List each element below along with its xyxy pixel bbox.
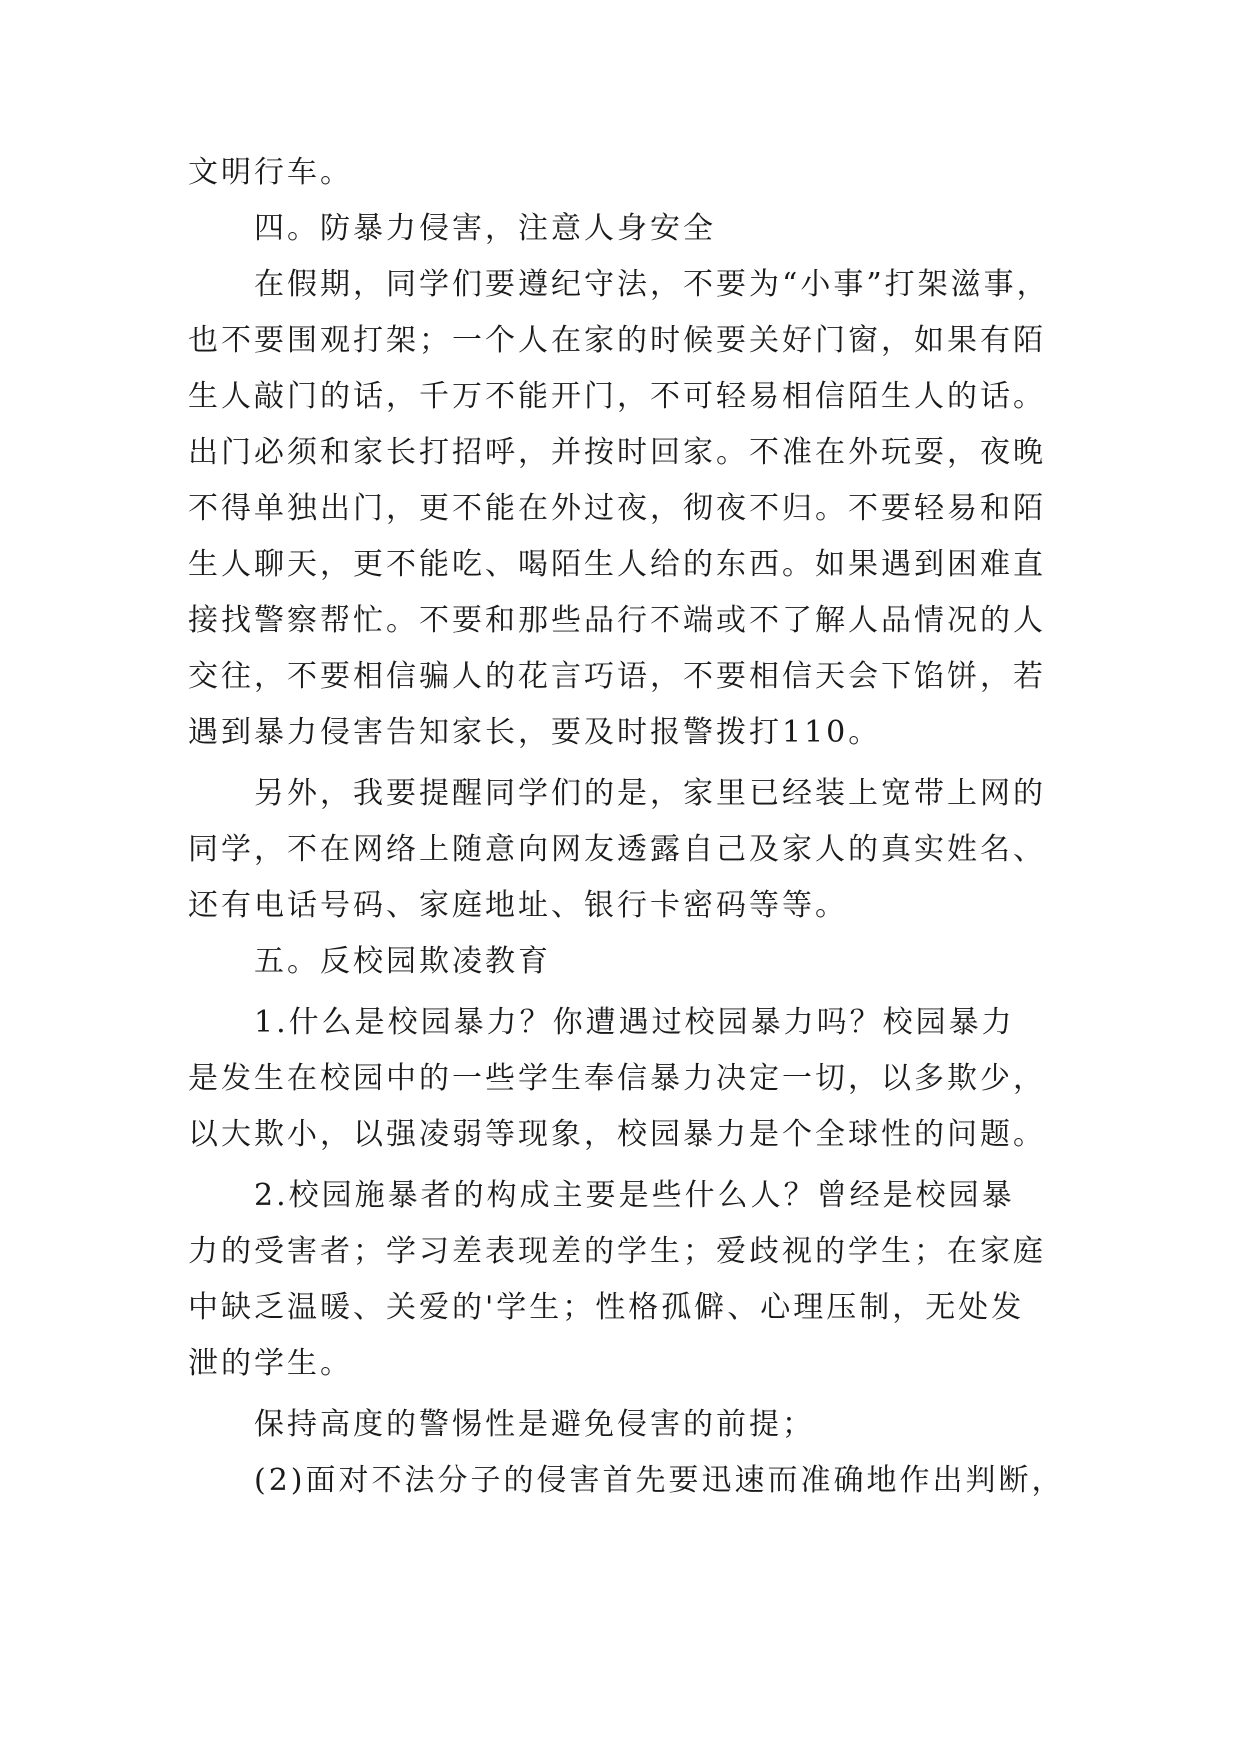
paragraph-line: 同学，不在网络上随意向网友透露自己及家人的真实姓名、 (188, 832, 1046, 867)
paragraph-line: 在假期，同学们要遵纪守法，不要为“小事”打架滋事， (254, 267, 1050, 302)
paragraph-line: 力的受害者；学习差表现差的学生；爱歧视的学生；在家庭 (188, 1234, 1046, 1269)
paragraph-line: 中缺乏温暖、关爱的'学生；性格孤僻、心理压制，无处发 (188, 1290, 1025, 1325)
paragraph-line: 出门必须和家长打招呼，并按时回家。不准在外玩耍，夜晚 (188, 435, 1046, 470)
paragraph-line: 以大欺小，以强凌弱等现象，校园暴力是个全球性的问题。 (188, 1117, 1046, 1152)
paragraph-line: 2.校园施暴者的构成主要是些什么人？曾经是校园暴 (254, 1178, 1015, 1213)
section-heading-5: 五。反校园欺凌教育 (254, 944, 551, 979)
paragraph-line: 1.什么是校园暴力？你遭遇过校园暴力吗？校园暴力 (254, 1005, 1015, 1040)
paragraph-line: 保持高度的警惕性是避免侵害的前提； (254, 1407, 815, 1442)
paragraph-line: 生人聊天，更不能吃、喝陌生人给的东西。如果遇到困难直 (188, 547, 1046, 582)
section-heading-4: 四。防暴力侵害，注意人身安全 (254, 211, 716, 246)
paragraph-line: 是发生在校园中的一些学生奉信暴力决定一切，以多欺少， (188, 1061, 1046, 1096)
paragraph-line: (2)面对不法分子的侵害首先要迅速而准确地作出判断， (254, 1463, 1065, 1498)
paragraph-line: 遇到暴力侵害告知家长，要及时报警拨打110。 (188, 715, 882, 750)
paragraph-line: 生人敲门的话，千万不能开门，不可轻易相信陌生人的话。 (188, 379, 1046, 414)
paragraph-line: 不得单独出门，更不能在外过夜，彻夜不归。不要轻易和陌 (188, 491, 1046, 526)
paragraph-line: 还有电话号码、家庭地址、银行卡密码等等。 (188, 888, 848, 923)
paragraph-line: 另外，我要提醒同学们的是，家里已经装上宽带上网的 (254, 776, 1046, 811)
paragraph-line: 泄的学生。 (188, 1346, 353, 1381)
paragraph-line: 文明行车。 (188, 155, 353, 190)
paragraph-line: 也不要围观打架；一个人在家的时候要关好门窗，如果有陌 (188, 323, 1046, 358)
paragraph-line: 接找警察帮忙。不要和那些品行不端或不了解人品情况的人 (188, 603, 1046, 638)
document-body (188, 154, 1065, 1499)
paragraph-line: 交往，不要相信骗人的花言巧语，不要相信天会下馅饼，若 (188, 659, 1046, 694)
